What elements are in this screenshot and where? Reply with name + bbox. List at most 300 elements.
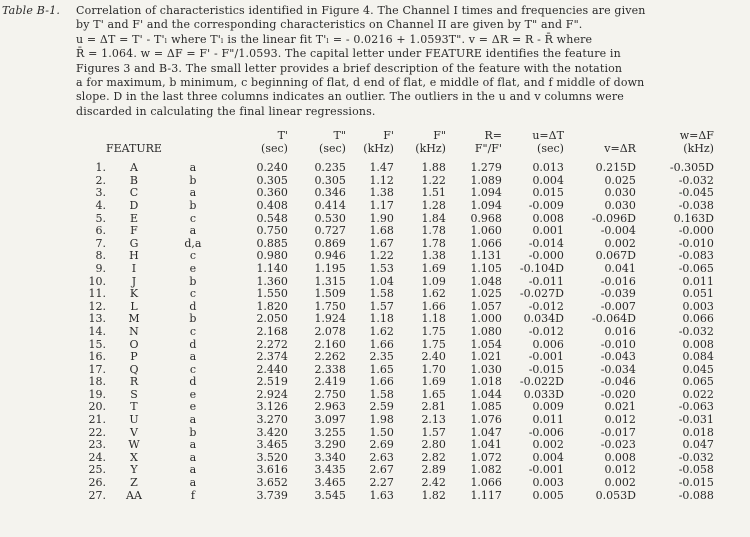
header-w-unit: (kHz) [683, 141, 714, 155]
u-value: -0.001 [528, 463, 564, 477]
r-value: 1.048 [470, 274, 502, 288]
v-value: 0.021 [604, 400, 636, 414]
feature-letter: Z [130, 476, 138, 490]
u-value: -0.012 [528, 299, 564, 313]
u-value: -0.104D [519, 261, 564, 275]
f1-value: 1.58 [369, 287, 394, 301]
v-value: 0.012 [604, 463, 636, 477]
u-value: -0.009 [528, 198, 564, 212]
row-number: 6. [95, 224, 106, 238]
header-t2-unit: (sec) [319, 141, 346, 155]
feature-description: b [189, 425, 197, 439]
table-row [0, 225, 714, 238]
v-value: -0.023 [600, 438, 636, 452]
feature-description: f [190, 488, 195, 502]
w-value: 0.084 [682, 350, 714, 364]
f2-value: 2.42 [421, 476, 446, 490]
v-value: 0.030 [604, 186, 636, 200]
t2-value: 0.305 [314, 173, 346, 187]
r-value: 1.094 [470, 186, 502, 200]
f2-value: 2.80 [421, 438, 446, 452]
w-value: 0.045 [682, 362, 714, 376]
w-value: -0.045 [678, 186, 714, 200]
v-value: 0.215D [595, 161, 636, 175]
t1-value: 0.980 [256, 249, 288, 263]
t2-value: 1.509 [314, 287, 346, 301]
f2-value: 2.13 [421, 413, 446, 427]
feature-letter: A [129, 161, 138, 175]
v-value: 0.016 [604, 324, 636, 338]
table-label: Table B-1. [2, 4, 61, 17]
v-value: 0.067D [595, 249, 636, 263]
v-value: 0.053D [595, 488, 636, 502]
f1-value: 2.27 [369, 476, 394, 490]
header-r: R= [484, 129, 502, 142]
t1-value: 0.240 [256, 161, 288, 175]
feature-description: a [189, 413, 197, 427]
header-t1: T' [277, 129, 288, 142]
feature-letter: L [130, 299, 138, 313]
f2-value: 1.65 [421, 387, 446, 401]
row-number: 24. [88, 450, 106, 464]
f1-value: 1.62 [369, 324, 394, 338]
t2-value: 3.465 [314, 476, 346, 490]
r-value: 1.082 [470, 463, 502, 477]
f2-value: 1.66 [421, 299, 446, 313]
r-value: 1.066 [470, 236, 502, 250]
w-value: -0.010 [678, 236, 714, 250]
w-value: 0.163D [673, 211, 714, 225]
w-value: 0.011 [682, 274, 714, 288]
feature-letter: K [129, 287, 139, 301]
table-row [0, 439, 714, 452]
f1-value: 2.63 [369, 450, 394, 464]
t2-value: 2.338 [314, 362, 346, 376]
f1-value: 2.69 [369, 438, 394, 452]
header-w: w=ΔF [679, 129, 714, 142]
w-value: -0.032 [678, 324, 714, 338]
t2-value: 2.078 [314, 324, 346, 338]
header-f1: F' [383, 129, 394, 142]
table-row [0, 490, 714, 503]
row-number: 5. [95, 211, 106, 225]
u-value: 0.004 [532, 450, 564, 464]
table-row [0, 326, 714, 339]
caption-line: slope. D in the last three columns indicates an outlier. The outliers in the u and v columns were [76, 90, 624, 104]
feature-letter: X [130, 450, 138, 464]
t2-value: 2.160 [314, 337, 346, 351]
t1-value: 1.140 [256, 261, 288, 275]
t2-value: 3.340 [314, 450, 346, 464]
u-value: 0.001 [532, 224, 564, 238]
feature-description: c [189, 287, 197, 301]
header-u: u=ΔT [532, 129, 564, 142]
t1-value: 0.750 [256, 224, 288, 238]
feature-letter: S [130, 387, 138, 401]
f1-value: 1.90 [369, 211, 394, 225]
w-value: -0.032 [678, 173, 714, 187]
f2-value: 1.38 [421, 249, 446, 263]
feature-letter: G [129, 236, 139, 250]
row-number: 1. [95, 161, 106, 175]
u-value: 0.002 [532, 438, 564, 452]
feature-letter: AA [126, 488, 142, 502]
feature-letter: H [129, 249, 139, 263]
row-number: 20. [88, 400, 106, 414]
t2-value: 0.235 [314, 161, 346, 175]
v-value: -0.007 [600, 299, 636, 313]
feature-letter: D [129, 198, 139, 212]
r-value: 1.047 [470, 425, 502, 439]
u-value: 0.004 [532, 173, 564, 187]
v-value: -0.043 [600, 350, 636, 364]
v-value: -0.016 [600, 274, 636, 288]
r-value: 1.044 [470, 387, 502, 401]
v-value: 0.012 [604, 413, 636, 427]
t1-value: 1.360 [256, 274, 288, 288]
v-value: 0.008 [604, 450, 636, 464]
r-value: 1.105 [470, 261, 502, 275]
row-number: 15. [88, 337, 106, 351]
f2-value: 1.78 [421, 236, 446, 250]
r-value: 0.968 [470, 211, 502, 225]
table-row [0, 376, 714, 389]
f2-value: 1.88 [421, 161, 446, 175]
r-value: 1.041 [470, 438, 502, 452]
row-number: 25. [88, 463, 106, 477]
w-value: -0.015 [678, 476, 714, 490]
f1-value: 1.22 [369, 249, 394, 263]
feature-description: a [189, 350, 197, 364]
feature-description: c [189, 249, 197, 263]
f2-value: 1.69 [421, 375, 446, 389]
t1-value: 2.924 [256, 387, 288, 401]
f2-value: 1.51 [421, 186, 446, 200]
header-r-unit: F"/F' [474, 141, 502, 155]
w-value: 0.008 [682, 337, 714, 351]
t2-value: 0.869 [314, 236, 346, 250]
feature-description: d,a [184, 236, 202, 250]
r-value: 1.018 [470, 375, 502, 389]
t2-value: 2.963 [314, 400, 346, 414]
w-value: 0.066 [682, 312, 714, 326]
feature-description: a [189, 224, 197, 238]
header-u-unit: (sec) [537, 141, 564, 155]
f2-value: 1.75 [421, 337, 446, 351]
f2-value: 1.57 [421, 425, 446, 439]
v-value: -0.010 [600, 337, 636, 351]
t1-value: 3.270 [256, 413, 288, 427]
t2-value: 3.255 [314, 425, 346, 439]
w-value: 0.003 [682, 299, 714, 313]
u-value: -0.000 [528, 249, 564, 263]
t2-value: 2.419 [314, 375, 346, 389]
r-value: 1.025 [470, 287, 502, 301]
v-value: 0.041 [604, 261, 636, 275]
t2-value: 0.530 [314, 211, 346, 225]
header-f1-unit: (kHz) [363, 141, 394, 155]
row-number: 12. [88, 299, 106, 313]
w-value: 0.018 [682, 425, 714, 439]
feature-letter: W [128, 438, 140, 452]
r-value: 1.057 [470, 299, 502, 313]
row-number: 10. [88, 274, 106, 288]
t1-value: 0.885 [256, 236, 288, 250]
w-value: -0.088 [678, 488, 714, 502]
u-value: -0.022D [519, 375, 564, 389]
row-number: 19. [88, 387, 106, 401]
feature-description: a [189, 438, 197, 452]
w-value: -0.083 [678, 249, 714, 263]
w-value: -0.058 [678, 463, 714, 477]
feature-description: c [189, 362, 197, 376]
feature-letter: U [129, 413, 139, 427]
t1-value: 2.519 [256, 375, 288, 389]
t2-value: 0.346 [314, 186, 346, 200]
u-value: -0.006 [528, 425, 564, 439]
f1-value: 1.66 [369, 375, 394, 389]
u-value: -0.012 [528, 324, 564, 338]
row-number: 14. [88, 324, 106, 338]
v-value: 0.030 [604, 198, 636, 212]
u-value: 0.034D [523, 312, 564, 326]
t1-value: 0.360 [256, 186, 288, 200]
feature-description: a [189, 186, 197, 200]
v-value: -0.017 [600, 425, 636, 439]
feature-description: e [189, 400, 197, 414]
row-number: 16. [88, 350, 106, 364]
u-value: 0.013 [532, 161, 564, 175]
f2-value: 1.75 [421, 324, 446, 338]
t1-value: 3.652 [256, 476, 288, 490]
caption-line: a for maximum, b minimum, c beginning of flat, d end of flat, e middle of flat, and f middle of down [76, 76, 645, 90]
t1-value: 2.440 [256, 362, 288, 376]
f2-value: 2.81 [421, 400, 446, 414]
feature-description: d [189, 375, 197, 389]
feature-letter: P [130, 350, 138, 364]
feature-description: e [189, 261, 197, 275]
feature-description: d [189, 337, 197, 351]
u-value: 0.033D [523, 387, 564, 401]
header-v [564, 130, 636, 143]
w-value: -0.065 [678, 261, 714, 275]
f2-value: 2.82 [421, 450, 446, 464]
t1-value: 1.820 [256, 299, 288, 313]
u-value: -0.015 [528, 362, 564, 376]
row-number: 3. [95, 186, 106, 200]
v-value: 0.025 [604, 173, 636, 187]
t2-value: 2.262 [314, 350, 346, 364]
f1-value: 1.18 [369, 312, 394, 326]
v-value: -0.046 [600, 375, 636, 389]
row-number: 2. [95, 173, 106, 187]
row-number: 8. [95, 249, 106, 263]
f1-value: 1.38 [369, 186, 394, 200]
r-value: 1.060 [470, 224, 502, 238]
header-row-2 [0, 143, 714, 156]
feature-letter: C [129, 186, 139, 200]
feature-description: a [189, 463, 197, 477]
f1-value: 1.66 [369, 337, 394, 351]
r-value: 1.089 [470, 173, 502, 187]
table-row [0, 200, 714, 213]
t1-value: 3.420 [256, 425, 288, 439]
table-row [0, 351, 714, 364]
f1-value: 1.04 [369, 274, 394, 288]
row-number: 7. [95, 236, 106, 250]
u-value: 0.008 [532, 211, 564, 225]
r-value: 1.080 [470, 324, 502, 338]
header-t1-unit: (sec) [261, 141, 288, 155]
row-number: 11. [88, 287, 106, 301]
t2-value: 1.315 [314, 274, 346, 288]
feature-letter: Q [129, 362, 139, 376]
r-value: 1.094 [470, 198, 502, 212]
f2-value: 1.82 [421, 488, 446, 502]
r-value: 1.072 [470, 450, 502, 464]
w-value: -0.000 [678, 224, 714, 238]
feature-description: b [189, 173, 197, 187]
feature-description: c [189, 211, 197, 225]
header-v-unit: v=ΔR [604, 141, 636, 155]
feature-description: a [189, 476, 197, 490]
feature-letter: N [129, 324, 139, 338]
table-row [0, 288, 714, 301]
f1-value: 1.53 [369, 261, 394, 275]
f1-value: 2.35 [369, 350, 394, 364]
v-value: 0.002 [604, 476, 636, 490]
feature-description: b [189, 198, 197, 212]
t2-value: 0.414 [314, 198, 346, 212]
table-row [0, 477, 714, 490]
v-value: -0.039 [600, 287, 636, 301]
t2-value: 1.195 [314, 261, 346, 275]
row-number: 13. [88, 312, 106, 326]
r-value: 1.117 [470, 488, 502, 502]
v-value: -0.034 [600, 362, 636, 376]
t1-value: 2.168 [256, 324, 288, 338]
feature-description: e [189, 387, 197, 401]
feature-description: a [189, 161, 197, 175]
header-f2: F" [433, 129, 446, 142]
f1-value: 1.58 [369, 387, 394, 401]
row-number: 27. [88, 488, 106, 502]
u-value: 0.003 [532, 476, 564, 490]
u-value: 0.005 [532, 488, 564, 502]
table-caption [76, 4, 744, 119]
f1-value: 1.47 [369, 161, 394, 175]
header-feature: FEATURE [106, 141, 162, 155]
f2-value: 1.70 [421, 362, 446, 376]
r-value: 1.021 [470, 350, 502, 364]
f2-value: 1.62 [421, 287, 446, 301]
f1-value: 1.98 [369, 413, 394, 427]
header-row-1 [0, 130, 714, 143]
characteristics-table [0, 130, 714, 502]
r-value: 1.054 [470, 337, 502, 351]
row-number: 21. [88, 413, 106, 427]
feature-letter: T [130, 400, 138, 414]
t2-value: 0.727 [314, 224, 346, 238]
f1-value: 1.68 [369, 224, 394, 238]
feature-description: a [189, 450, 197, 464]
u-value: -0.014 [528, 236, 564, 250]
w-value: -0.031 [678, 413, 714, 427]
caption-line: u = ΔT = T' - T'ₗ where T'ₗ is the linear fit T'ₗ = - 0.0216 + 1.0593T". v = ΔR = R - R̄ where [76, 32, 593, 46]
row-number: 18. [88, 375, 106, 389]
r-value: 1.030 [470, 362, 502, 376]
t1-value: 0.408 [256, 198, 288, 212]
f1-value: 2.67 [369, 463, 394, 477]
v-value: -0.020 [600, 387, 636, 401]
w-value: -0.305D [669, 161, 714, 175]
row-number: 9. [95, 261, 106, 275]
t2-value: 1.924 [314, 312, 346, 326]
t2-value: 3.435 [314, 463, 346, 477]
v-value: -0.064D [591, 312, 636, 326]
u-value: 0.009 [532, 400, 564, 414]
r-value: 1.279 [470, 161, 502, 175]
feature-description: b [189, 312, 197, 326]
feature-letter: O [129, 337, 139, 351]
f2-value: 1.22 [421, 173, 446, 187]
f2-value: 1.09 [421, 274, 446, 288]
f2-value: 2.40 [421, 350, 446, 364]
row-number: 23. [88, 438, 106, 452]
f2-value: 1.69 [421, 261, 446, 275]
f1-value: 1.17 [369, 198, 394, 212]
t2-value: 3.097 [314, 413, 346, 427]
r-value: 1.076 [470, 413, 502, 427]
table-row [0, 414, 714, 427]
v-value: -0.004 [600, 224, 636, 238]
w-value: -0.063 [678, 400, 714, 414]
t1-value: 2.050 [256, 312, 288, 326]
row-number: 26. [88, 476, 106, 490]
caption-line: by T' and F' and the corresponding characteristics on Channel II are given by T" and F". [76, 18, 583, 32]
t1-value: 3.616 [256, 463, 288, 477]
f1-value: 1.67 [369, 236, 394, 250]
f1-value: 1.57 [369, 299, 394, 313]
row-number: 17. [88, 362, 106, 376]
t1-value: 2.374 [256, 350, 288, 364]
w-value: -0.038 [678, 198, 714, 212]
t2-value: 0.946 [314, 249, 346, 263]
t2-value: 2.750 [314, 387, 346, 401]
v-value: 0.002 [604, 236, 636, 250]
w-value: 0.065 [682, 375, 714, 389]
t1-value: 0.305 [256, 173, 288, 187]
feature-letter: Y [130, 463, 138, 477]
v-value: -0.096D [591, 211, 636, 225]
header-f2-unit: (kHz) [415, 141, 446, 155]
f1-value: 2.59 [369, 400, 394, 414]
u-value: -0.027D [519, 287, 564, 301]
f1-value: 1.63 [369, 488, 394, 502]
feature-letter: M [128, 312, 140, 326]
t1-value: 3.739 [256, 488, 288, 502]
t2-value: 3.545 [314, 488, 346, 502]
t1-value: 3.126 [256, 400, 288, 414]
f2-value: 2.89 [421, 463, 446, 477]
caption-line: R̄ = 1.064. w = ΔF = F' - F"/1.0593. The capital letter under FEATURE identifies the feature in [76, 47, 621, 61]
feature-letter: R [129, 375, 139, 389]
u-value: 0.011 [532, 413, 564, 427]
feature-description: b [189, 274, 197, 288]
u-value: 0.006 [532, 337, 564, 351]
u-value: -0.011 [528, 274, 564, 288]
r-value: 1.085 [470, 400, 502, 414]
